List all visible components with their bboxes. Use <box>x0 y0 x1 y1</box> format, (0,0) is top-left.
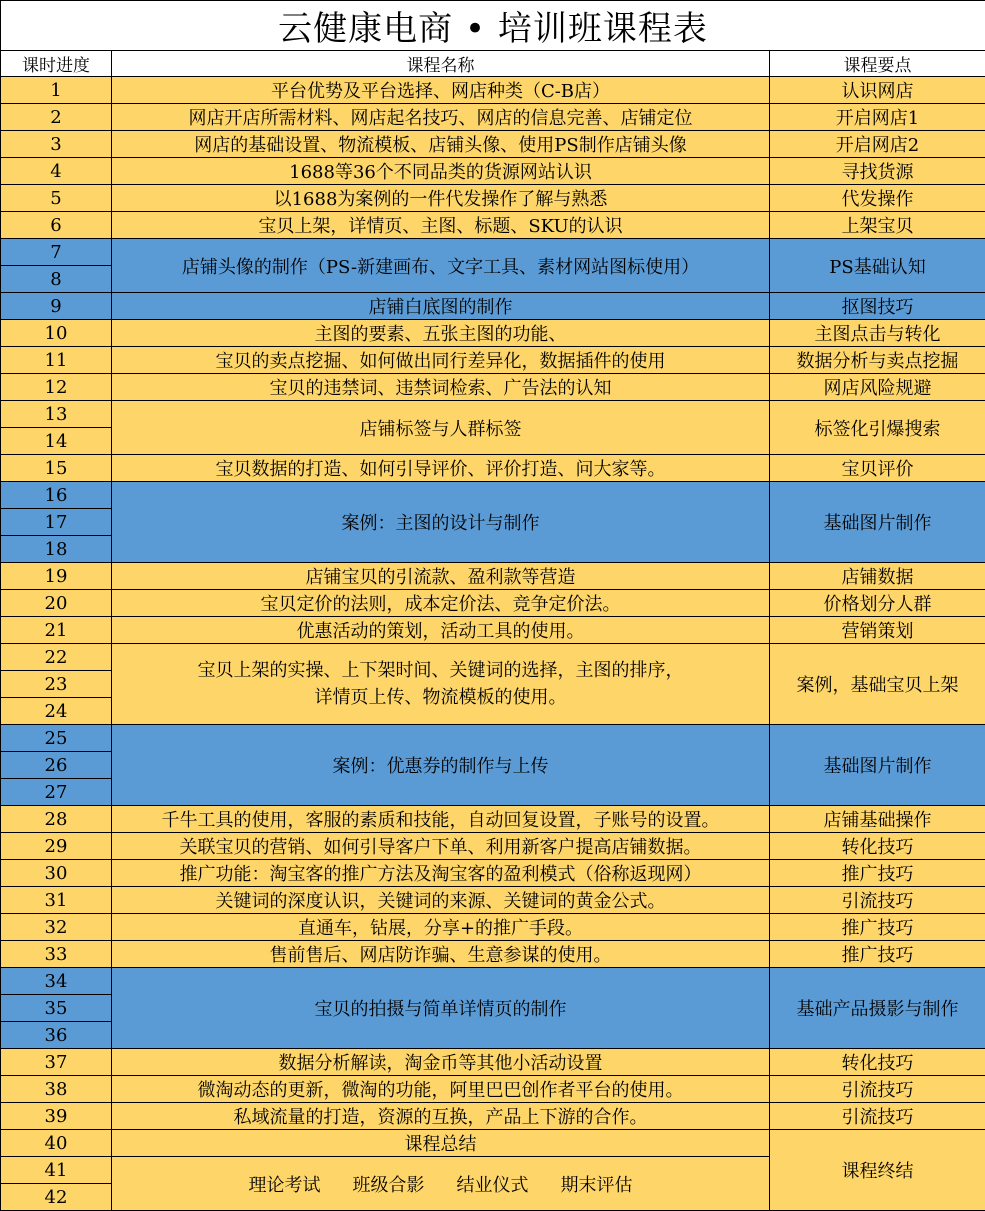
lesson-number: 31 <box>1 887 112 914</box>
header-course-points: 课程要点 <box>770 51 985 77</box>
lesson-number: 21 <box>1 617 112 644</box>
table-row <box>1 806 985 833</box>
table-row <box>1 833 985 860</box>
lesson-number: 9 <box>1 293 112 320</box>
course-name: 1688等36个不同品类的货源网站认识 <box>112 158 770 185</box>
course-point: 案例，基础宝贝上架 <box>770 644 985 725</box>
course-point: 基础产品摄影与制作 <box>770 968 985 1049</box>
finale-items <box>112 1157 770 1211</box>
course-name: 关键词的深度认识，关键词的来源、关键词的黄金公式。 <box>112 887 770 914</box>
course-name: 数据分析解读，淘金币等其他小活动设置 <box>112 1049 770 1076</box>
lesson-number: 32 <box>1 914 112 941</box>
lesson-number: 12 <box>1 374 112 401</box>
page-title: 云健康电商 • 培训班课程表 <box>1 1 985 51</box>
course-point: 课程终结 <box>770 1130 985 1211</box>
lesson-number: 27 <box>1 779 112 806</box>
lesson-number: 2 <box>1 104 112 131</box>
course-name: 主图的要素、五张主图的功能、 <box>112 320 770 347</box>
lesson-number: 23 <box>1 671 112 698</box>
lesson-number: 6 <box>1 212 112 239</box>
course-name: 店铺白底图的制作 <box>112 293 770 320</box>
lesson-number: 3 <box>1 131 112 158</box>
course-point: 推广技巧 <box>770 860 985 887</box>
course-point: 店铺基础操作 <box>770 806 985 833</box>
course-name: 宝贝的卖点挖掘、如何做出同行差异化，数据插件的使用 <box>112 347 770 374</box>
lesson-number: 36 <box>1 1022 112 1049</box>
course-point: 转化技巧 <box>770 833 985 860</box>
course-name: 店铺标签与人群标签 <box>112 401 770 455</box>
table-row <box>1 185 985 212</box>
course-name: 店铺头像的制作（PS-新建画布、文字工具、素材网站图标使用） <box>112 239 770 293</box>
course-name: 宝贝上架，详情页、主图、标题、SKU的认识 <box>112 212 770 239</box>
table-row <box>1 293 985 320</box>
course-point: 宝贝评价 <box>770 455 985 482</box>
course-name: 网店开店所需材料、网店起名技巧、网店的信息完善、店铺定位 <box>112 104 770 131</box>
course-name: 以1688为案例的一件代发操作了解与熟悉 <box>112 185 770 212</box>
lesson-number: 29 <box>1 833 112 860</box>
table-row <box>1 158 985 185</box>
lesson-number: 15 <box>1 455 112 482</box>
table-row <box>1 617 985 644</box>
table-row <box>1 401 985 428</box>
table-row <box>1 887 985 914</box>
course-point: 代发操作 <box>770 185 985 212</box>
course-point: 抠图技巧 <box>770 293 985 320</box>
lesson-number: 42 <box>1 1184 112 1211</box>
lesson-number: 13 <box>1 401 112 428</box>
lesson-number: 24 <box>1 698 112 725</box>
course-point: 数据分析与卖点挖掘 <box>770 347 985 374</box>
table-row <box>1 563 985 590</box>
course-point: 引流技巧 <box>770 1076 985 1103</box>
course-name-line: 宝贝上架的实操、上下架时间、关键词的选择，主图的排序， <box>112 657 769 684</box>
course-point: 寻找货源 <box>770 158 985 185</box>
table-row <box>1 482 985 509</box>
course-name: 店铺宝贝的引流款、盈利款等营造 <box>112 563 770 590</box>
schedule-body <box>1 77 985 1211</box>
lesson-number: 20 <box>1 590 112 617</box>
table-row <box>1 212 985 239</box>
lesson-number: 26 <box>1 752 112 779</box>
lesson-number: 28 <box>1 806 112 833</box>
course-point: 价格划分人群 <box>770 590 985 617</box>
course-name: 推广功能：淘宝客的推广方法及淘宝客的盈利模式（俗称返现网） <box>112 860 770 887</box>
header-row <box>1 51 985 77</box>
course-point: 营销策划 <box>770 617 985 644</box>
course-name: 关联宝贝的营销、如何引导客户下单、利用新客户提高店铺数据。 <box>112 833 770 860</box>
table-row <box>1 347 985 374</box>
course-point: 转化技巧 <box>770 1049 985 1076</box>
table-row <box>1 131 985 158</box>
course-point: 主图点击与转化 <box>770 320 985 347</box>
lesson-number: 35 <box>1 995 112 1022</box>
course-name: 千牛工具的使用，客服的素质和技能，自动回复设置，子账号的设置。 <box>112 806 770 833</box>
course-point: PS基础认知 <box>770 239 985 293</box>
course-point: 网店风险规避 <box>770 374 985 401</box>
lesson-number: 16 <box>1 482 112 509</box>
header-progress: 课时进度 <box>1 51 112 77</box>
lesson-number: 8 <box>1 266 112 293</box>
lesson-number: 37 <box>1 1049 112 1076</box>
table-row <box>1 1130 985 1157</box>
course-name: 宝贝定价的法则，成本定价法、竞争定价法。 <box>112 590 770 617</box>
lesson-number: 22 <box>1 644 112 671</box>
course-name: 案例：主图的设计与制作 <box>112 482 770 563</box>
finale-item: 理论考试 <box>249 1171 321 1197</box>
table-row <box>1 968 985 995</box>
finale-item: 结业仪式 <box>457 1171 529 1197</box>
table-row <box>1 104 985 131</box>
lesson-number: 30 <box>1 860 112 887</box>
course-point: 引流技巧 <box>770 887 985 914</box>
course-point: 引流技巧 <box>770 1103 985 1130</box>
table-row <box>1 914 985 941</box>
table-row <box>1 644 985 671</box>
lesson-number: 11 <box>1 347 112 374</box>
course-point: 开启网店1 <box>770 104 985 131</box>
table-row <box>1 455 985 482</box>
lesson-number: 39 <box>1 1103 112 1130</box>
course-name-line: 详情页上传、物流模板的使用。 <box>112 684 769 711</box>
course-point: 推广技巧 <box>770 914 985 941</box>
lesson-number: 1 <box>1 77 112 104</box>
table-row <box>1 860 985 887</box>
course-name <box>112 644 770 725</box>
table-row <box>1 1049 985 1076</box>
lesson-number: 38 <box>1 1076 112 1103</box>
course-name: 宝贝的拍摄与简单详情页的制作 <box>112 968 770 1049</box>
table-row <box>1 374 985 401</box>
lesson-number: 5 <box>1 185 112 212</box>
course-point: 基础图片制作 <box>770 482 985 563</box>
table-row <box>1 239 985 266</box>
course-name: 微淘动态的更新，微淘的功能，阿里巴巴创作者平台的使用。 <box>112 1076 770 1103</box>
lesson-number: 17 <box>1 509 112 536</box>
lesson-number: 7 <box>1 239 112 266</box>
table-row <box>1 77 985 104</box>
lesson-number: 14 <box>1 428 112 455</box>
lesson-number: 40 <box>1 1130 112 1157</box>
course-name: 网店的基础设置、物流模板、店铺头像、使用PS制作店铺头像 <box>112 131 770 158</box>
course-point: 开启网店2 <box>770 131 985 158</box>
lesson-number: 34 <box>1 968 112 995</box>
course-name: 宝贝数据的打造、如何引导评价、评价打造、问大家等。 <box>112 455 770 482</box>
table-row <box>1 941 985 968</box>
course-name: 优惠活动的策划，活动工具的使用。 <box>112 617 770 644</box>
course-summary: 课程总结 <box>112 1130 770 1157</box>
table-row <box>1 1076 985 1103</box>
course-point: 店铺数据 <box>770 563 985 590</box>
course-point: 上架宝贝 <box>770 212 985 239</box>
lesson-number: 41 <box>1 1157 112 1184</box>
table-row <box>1 320 985 347</box>
lesson-number: 25 <box>1 725 112 752</box>
course-name: 案例：优惠券的制作与上传 <box>112 725 770 806</box>
course-name: 私域流量的打造，资源的互换，产品上下游的合作。 <box>112 1103 770 1130</box>
course-name: 直通车，钻展，分享+的推广手段。 <box>112 914 770 941</box>
table-row <box>1 590 985 617</box>
lesson-number: 33 <box>1 941 112 968</box>
header-course-name: 课程名称 <box>112 51 770 77</box>
course-point: 推广技巧 <box>770 941 985 968</box>
lesson-number: 19 <box>1 563 112 590</box>
course-point: 基础图片制作 <box>770 725 985 806</box>
lesson-number: 18 <box>1 536 112 563</box>
lesson-number: 10 <box>1 320 112 347</box>
course-name: 宝贝的违禁词、违禁词检索、广告法的认知 <box>112 374 770 401</box>
course-point: 认识网店 <box>770 77 985 104</box>
finale-item: 班级合影 <box>353 1171 425 1197</box>
finale-item: 期末评估 <box>561 1171 633 1197</box>
course-name: 平台优势及平台选择、网店种类（C-B店） <box>112 77 770 104</box>
table-row <box>1 725 985 752</box>
course-point: 标签化引爆搜索 <box>770 401 985 455</box>
lesson-number: 4 <box>1 158 112 185</box>
course-name: 售前售后、网店防诈骗、生意参谋的使用。 <box>112 941 770 968</box>
table-row <box>1 1103 985 1130</box>
